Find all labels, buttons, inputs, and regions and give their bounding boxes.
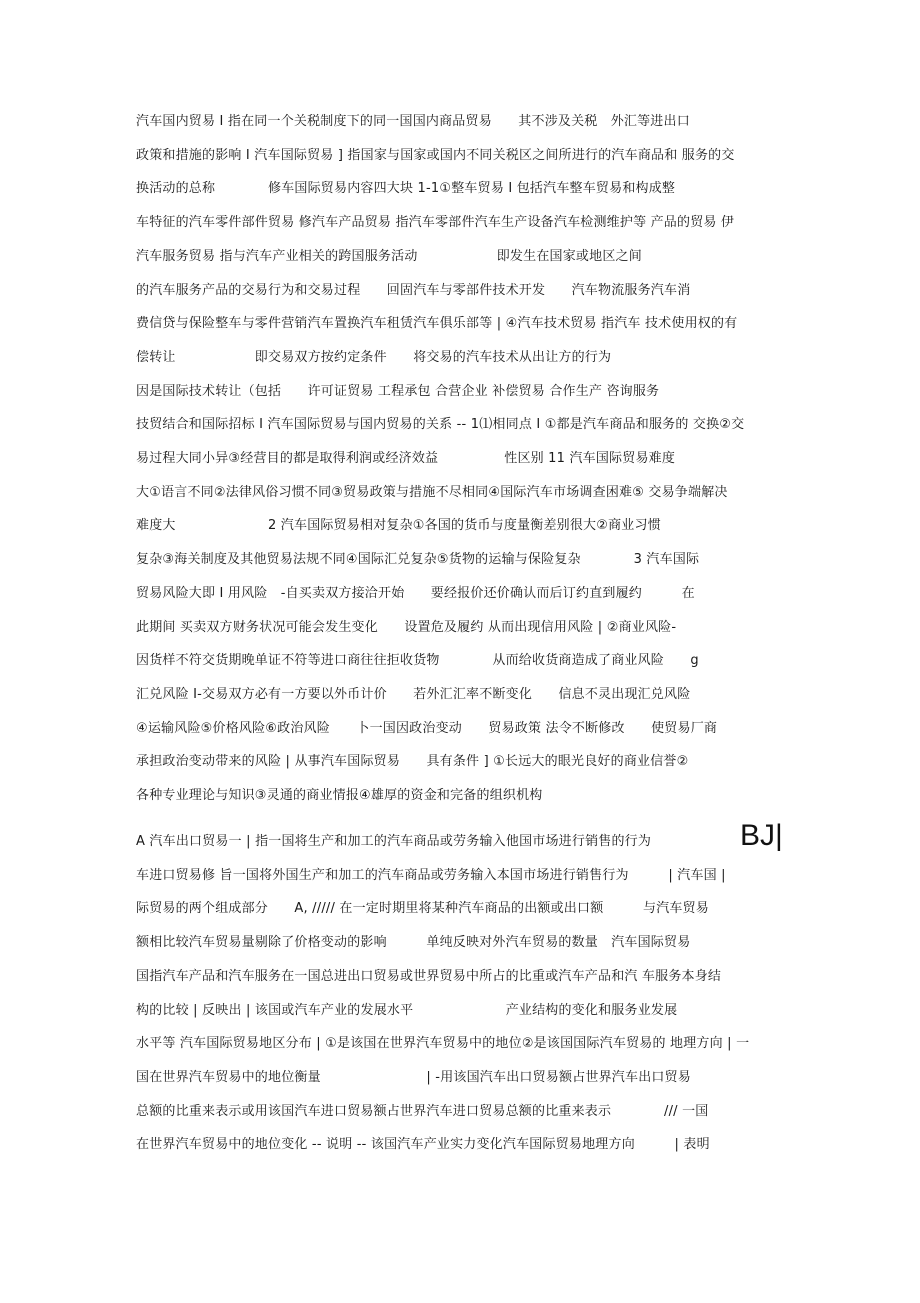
section-b-line: 总额的比重来表示或用该国汽车进口贸易额占世界汽车进口贸易总额的比重来表示 /// 一国 bbox=[136, 1103, 709, 1119]
section-b-line: 车进口贸易修 旨一国将外国生产和加工的汽车商品或劳务输入本国市场进行销售行为 | 汽车国 | bbox=[136, 867, 726, 883]
section-a-line: 易过程大同小异③经营目的都是取得利润或经济效益 性区别 11 汽车国际贸易难度 bbox=[136, 451, 676, 466]
large-mark: BJ| bbox=[740, 819, 783, 852]
section-a-line: 偿转让 即交易双方按约定条件 将交易的汽车技术从出让方的行为 bbox=[136, 349, 612, 365]
section-a-line: 汇兑风险 I-交易双方必有一方要以外币计价 若外汇汇率不断变化 信息不灵出现汇兑风险 bbox=[136, 686, 691, 702]
section-a-line: 技贸结合和国际招标 I 汽车国际贸易与国内贸易的关系 -- 1⑴相同点 I ①都是汽车商品和服务的 交换②交 bbox=[136, 417, 745, 433]
section-b-line: 际贸易的两个组成部分 A, ///// 在一定时期里将某种汽车商品的出额或出口额 与汽车贸易 bbox=[136, 901, 709, 917]
section-b-line: 国指汽车产品和汽车服务在一国总进出口贸易或世界贸易中所占的比重或汽车产品和汽 车服务本身结 bbox=[136, 968, 722, 984]
section-b-line: 国在世界汽车贸易中的地位衡量 | -用该国汽车出口贸易额占世界汽车出口贸易 bbox=[136, 1069, 692, 1085]
section-a-line: 承担政治变动带来的风险 | 从事汽车国际贸易 具有条件 ] ①长远大的眼光良好的商业信誉② bbox=[136, 754, 689, 770]
section-a-line: 的汽车服务产品的交易行为和交易过程 回固汽车与零部件技术开发 汽车物流服务汽车消 bbox=[136, 282, 691, 298]
section-b-line: 额相比较汽车贸易量剔除了价格变动的影响 单纯反映对外汽车贸易的数量 汽车国际贸易 bbox=[136, 935, 691, 951]
section-a-line: 换活动的总称 修车国际贸易内容四大块 1-1①整车贸易 I 包括汽车整车贸易和构成整 bbox=[136, 181, 676, 197]
section-b-line: 在世界汽车贸易中的地位变化 -- 说明 -- 该国汽车产业实力变化汽车国际贸易地理方向 | 表明 bbox=[136, 1137, 710, 1153]
section-a-line: 政策和措施的影响 I 汽车国际贸易 ] 指国家与国家或国内不同关税区之间所进行的汽车商品和 服务的交 bbox=[136, 147, 735, 163]
section-b-line: 构的比较 | 反映出 | 该国或汽车产业的发展水平 产业结构的变化和服务业发展 bbox=[136, 1002, 678, 1018]
section-a-line: 此期间 买卖双方财务状况可能会发生变化 设置危及履约 从而出现信用风险 | ②商业风险- bbox=[136, 619, 677, 635]
section-a-line: 因货样不符交货期晚单证不符等进口商往往拒收货物 从而给收货商造成了商业风险 g bbox=[136, 653, 699, 669]
section-a-line: 汽车国内贸易 I 指在同一个关税制度下的同一国国内商品贸易 其不涉及关税 外汇等进出口 bbox=[136, 114, 690, 129]
section-a-line: 大①语言不同②法律风俗习惯不同③贸易政策与措施不尽相同④国际汽车市场调查困难⑤ 交易争端解决 bbox=[136, 484, 728, 500]
section-a-line: 贸易风险大即 I 用风险 -自买卖双方接洽开始 要经报价还价确认而后订约直到履约 在 bbox=[136, 585, 695, 601]
section-a-line: 复杂③海关制度及其他贸易法规不同④国际汇兑复杂⑤货物的运输与保险复杂 3 汽车国际 bbox=[136, 552, 700, 568]
section-a-line: 各种专业理论与知识③灵通的商业情报④雄厚的资金和完备的组织机构 bbox=[136, 788, 543, 803]
section-b-line: A 汽车出口贸易一 | 指一国将生产和加工的汽车商品或劳务输入他国市场进行销售的行为 bbox=[136, 834, 652, 849]
section-a-line: 因是国际技术转让（包括 许可证贸易 工程承包 合营企业 补偿贸易 合作生产 咨询服务 bbox=[136, 383, 660, 399]
section-a-line: 费信贷与保险整车与零件营销汽车置换汽车租赁汽车俱乐部等 | ④汽车技术贸易 指汽车 技术使用权的有 bbox=[136, 316, 738, 332]
section-a-line: 难度大 2 汽车国际贸易相对复杂①各国的货币与度量衡差别很大②商业习惯 bbox=[136, 518, 661, 534]
section-a-line: 汽车服务贸易 指与汽车产业相关的跨国服务活动 即发生在国家或地区之间 bbox=[136, 248, 642, 264]
section-b-line: 水平等 汽车国际贸易地区分布 | ①是该国在世界汽车贸易中的地位②是该国国际汽车贸易的 地理方向 | 一 bbox=[136, 1036, 750, 1052]
section-a-line: 车特征的汽车零件部件贸易 修汽车产品贸易 指汽车零部件汽车生产设备汽车检测维护等 产品的贸易 伊 bbox=[136, 215, 735, 231]
section-a-line: ④运输风险⑤价格风险⑥政治风险 卜一国因政治变动 贸易政策 法令不断修改 使贸易厂商 bbox=[136, 720, 718, 736]
